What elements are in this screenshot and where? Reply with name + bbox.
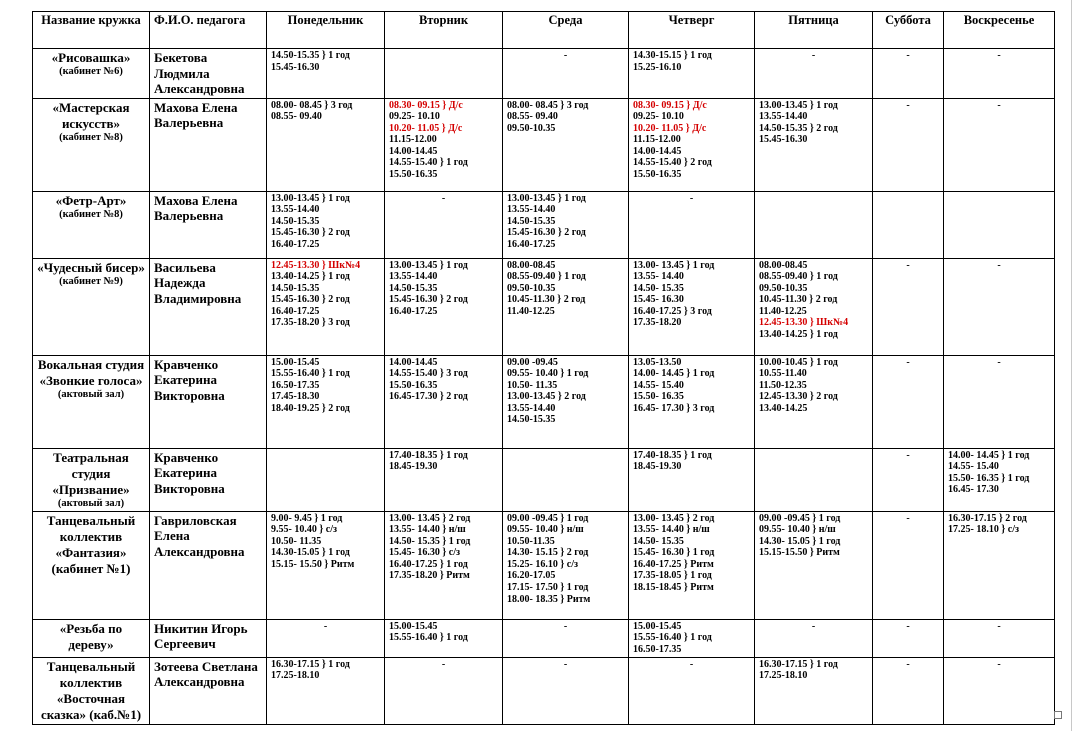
time-slot: - <box>811 620 816 632</box>
club-name: Танцевальный коллектив «Фантазия» (кабинет №1) <box>46 512 136 576</box>
schedule-cell-sunday <box>944 191 1055 258</box>
time-slot: 14.30-15.15 } 1 год <box>633 50 712 61</box>
time-slot: 13.00-13.45 } 1 год <box>759 99 838 111</box>
schedule-cell-sunday <box>944 657 1055 724</box>
time-slot: - <box>997 356 1001 368</box>
time-slot: 18.40-19.25 } 2 год <box>271 402 350 414</box>
time-slot: 18.45-19.30 <box>633 461 682 473</box>
time-slot: 13.40-14.25 } 1 год <box>271 271 350 283</box>
time-slot: 10.00-10.45 } 1 год <box>759 356 838 368</box>
teacher-name: Кравченко Екатерина Викторовна <box>150 448 267 511</box>
time-slot: 10.55-11.40 <box>759 368 807 380</box>
table-row <box>33 619 1055 657</box>
club-name: Театральная студия «Призвание» <box>52 449 130 497</box>
club-name: «Резьба по дереву» <box>59 620 123 652</box>
table-row <box>33 511 1055 619</box>
time-slot: 14.55- 15.40 <box>948 461 999 473</box>
time-slot: - <box>689 192 694 204</box>
time-slot: 08.30- 09.15 } Д/с <box>633 99 707 111</box>
time-slot: 11.15-12.00 <box>389 134 437 146</box>
schedule-cell-friday <box>755 619 873 657</box>
time-slot: 10.45-11.30 } 2 год <box>507 294 586 306</box>
club-name-cell <box>33 511 150 619</box>
time-slot: 18.00- 18.35 } Ритм <box>507 593 591 605</box>
time-slot: 10.20- 11.05 } Д/с <box>633 122 707 134</box>
schedule-cell-friday <box>755 657 873 724</box>
teacher-name: Зотеева Светлана Александровна <box>150 657 267 724</box>
time-slot: - <box>997 50 1001 61</box>
time-slot: 09.50-10.35 <box>507 122 556 134</box>
time-slot: - <box>906 620 910 632</box>
time-slot: 14.55-15.40 } 1 год <box>389 157 468 169</box>
schedule-page <box>32 11 1054 725</box>
header-friday: Пятница <box>755 12 873 49</box>
time-slot: 15.50- 16.35 <box>633 391 684 403</box>
time-slot: 15.55-16.40 } 1 год <box>271 368 350 380</box>
time-slot: 11.40-12.25 <box>507 305 555 317</box>
club-name: «Чудесный бисер» <box>37 259 145 275</box>
header-teacher: Ф.И.О. педагога <box>150 12 267 49</box>
header-tuesday: Вторник <box>385 12 503 49</box>
schedule-cell-saturday <box>873 448 944 511</box>
time-slot: 17.25-18.10 <box>271 670 320 682</box>
time-slot: 13.55-14.40 <box>507 402 556 414</box>
time-slot: 17.35-18.20 <box>633 317 682 329</box>
club-name: «Фетр-Арт» <box>55 192 127 208</box>
schedule-cell-thursday <box>629 191 755 258</box>
time-slot: 08.30- 09.15 } Д/с <box>389 99 463 111</box>
time-slot: 14.30-15.05 } 1 год <box>271 547 350 559</box>
time-slot: 13.55-14.40 <box>271 204 320 216</box>
time-slot: 13.55- 14.40 } н/ш <box>633 524 710 536</box>
time-slot: 17.15- 17.50 } 1 год <box>507 582 589 594</box>
time-slot: 10.20- 11.05 } Д/с <box>389 122 463 134</box>
time-slot: 10.50- 11.35 <box>507 379 558 391</box>
time-slot: 9.55- 10.40 } с/з <box>271 524 338 536</box>
time-slot: 17.35-18.05 } 1 год <box>633 570 712 582</box>
club-room: (кабинет №8) <box>59 131 123 143</box>
table-row <box>33 355 1055 448</box>
time-slot: - <box>323 620 328 632</box>
club-name-cell <box>33 191 150 258</box>
schedule-cell-thursday <box>629 49 755 99</box>
time-slot: - <box>563 50 568 61</box>
schedule-cell-tuesday <box>385 49 503 99</box>
time-slot: 17.35-18.20 } Ритм <box>389 570 470 582</box>
time-slot: 15.45- 16.30 } 1 год <box>633 547 715 559</box>
schedule-cell-tuesday <box>385 191 503 258</box>
schedule-cell-thursday <box>629 619 755 657</box>
schedule-cell-monday <box>267 258 385 355</box>
club-name: «Мастерская искусств» <box>52 99 130 131</box>
time-slot: 15.15- 15.50 } Ритм <box>271 558 355 570</box>
time-slot: 13.00- 13.45 } 2 год <box>633 512 715 524</box>
club-name-cell <box>33 98 150 191</box>
schedule-cell-sunday <box>944 511 1055 619</box>
time-slot: 11.40-12.25 <box>759 305 807 317</box>
teacher-name: Васильева Надежда Владимировна <box>150 258 267 355</box>
time-slot: 17.35-18.20 } 3 год <box>271 317 350 329</box>
time-slot: 13.00-13.45 } 2 год <box>507 391 586 403</box>
club-name: Вокальная студия «Звонкие голоса» <box>37 356 145 388</box>
time-slot: 15.45-16.30 } 2 год <box>271 227 350 239</box>
schedule-cell-thursday <box>629 657 755 724</box>
time-slot: 13.55-14.40 <box>759 111 808 123</box>
time-slot: 13.00-13.45 } 1 год <box>507 192 586 204</box>
time-slot: 14.55-15.40 } 2 год <box>633 157 712 169</box>
schedule-cell-friday <box>755 98 873 191</box>
schedule-cell-thursday <box>629 355 755 448</box>
time-slot: 10.50- 11.35 <box>271 535 322 547</box>
time-slot: 09.00 -09.45 } 1 год <box>507 512 589 524</box>
header-thursday: Четверг <box>629 12 755 49</box>
time-slot: 11.50-12.35 <box>759 379 807 391</box>
time-slot: 14.55-15.40 } 3 год <box>389 368 468 380</box>
header-monday: Понедельник <box>267 12 385 49</box>
schedule-cell-saturday <box>873 355 944 448</box>
time-slot: 14.50-15.35 <box>507 215 556 227</box>
schedule-cell-wednesday <box>503 448 629 511</box>
time-slot: 12.45-13.30 } Шк№4 <box>271 259 361 271</box>
time-slot: 15.50-16.35 <box>633 169 682 181</box>
teacher-name: Гавриловская Елена Александровна <box>150 511 267 619</box>
time-slot: 15.45-16.30 } 2 год <box>389 294 468 306</box>
schedule-cell-wednesday <box>503 355 629 448</box>
time-slot: - <box>563 620 568 632</box>
time-slot: 15.15-15.50 } Ритм <box>759 547 840 559</box>
schedule-cell-monday <box>267 511 385 619</box>
time-slot: 11.15-12.00 <box>633 134 681 146</box>
time-slot: 14.50-15.35 } 1 год <box>271 50 350 61</box>
schedule-cell-tuesday <box>385 619 503 657</box>
club-name-cell <box>33 49 150 99</box>
time-slot: 14.00-14.45 <box>389 356 438 368</box>
club-room: (актовый зал) <box>57 497 125 509</box>
teacher-name: Махова Елена Валерьевна <box>150 191 267 258</box>
time-slot: 08.55-09.40 } 1 год <box>759 271 838 283</box>
schedule-cell-thursday <box>629 98 755 191</box>
schedule-cell-monday <box>267 355 385 448</box>
time-slot: - <box>689 658 694 670</box>
schedule-cell-monday <box>267 191 385 258</box>
table-row <box>33 657 1055 724</box>
time-slot: 16.40-17.25 <box>389 305 438 317</box>
time-slot: 15.00-15.45 <box>389 620 438 632</box>
time-slot: 17.45-18.30 <box>271 391 320 403</box>
schedule-cell-thursday <box>629 511 755 619</box>
time-slot: 16.50-17.35 <box>633 643 682 655</box>
schedule-cell-sunday <box>944 448 1055 511</box>
schedule-body <box>33 49 1055 725</box>
time-slot: 16.30-17.15 } 1 год <box>271 658 350 670</box>
table-row <box>33 258 1055 355</box>
time-slot: 09.00 -09.45 } 1 год <box>759 512 841 524</box>
time-slot: 15.45-16.30 } 2 год <box>507 227 586 239</box>
time-slot: 15.45-16.30 } 2 год <box>271 294 350 306</box>
time-slot: 09.50-10.35 <box>759 282 808 294</box>
time-slot: 14.30- 15.15 } 2 год <box>507 547 589 559</box>
time-slot: - <box>563 658 568 670</box>
time-slot: 16.20-17.05 <box>507 570 556 582</box>
time-slot: 15.45-16.30 <box>759 134 808 146</box>
club-room: (кабинет №8) <box>59 208 123 220</box>
time-slot: - <box>441 658 446 670</box>
club-room: (кабинет №9) <box>59 275 123 287</box>
header-row <box>33 12 1055 49</box>
time-slot: 12.45-13.30 } Шк№4 <box>759 317 849 329</box>
time-slot: 16.40-17.25 } 1 год <box>389 558 468 570</box>
schedule-cell-thursday <box>629 448 755 511</box>
schedule-cell-monday <box>267 657 385 724</box>
time-slot: 18.45-19.30 <box>389 461 438 473</box>
schedule-cell-tuesday <box>385 258 503 355</box>
time-slot: 18.15-18.45 } Ритм <box>633 582 714 594</box>
time-slot: 09.55- 10.40 } н/ш <box>759 524 836 536</box>
teacher-name: Махова Елена Валерьевна <box>150 98 267 191</box>
header-sunday: Воскресенье <box>944 12 1055 49</box>
time-slot: 08.55-09.40 } 1 год <box>507 271 586 283</box>
schedule-cell-friday <box>755 258 873 355</box>
schedule-cell-thursday <box>629 258 755 355</box>
time-slot: 15.55-16.40 } 1 год <box>633 632 712 644</box>
time-slot: 14.50-15.35 <box>271 282 320 294</box>
table-resize-handle[interactable] <box>1054 711 1062 719</box>
time-slot: - <box>906 512 910 524</box>
time-slot: 09.55- 10.40 } 1 год <box>507 368 589 380</box>
club-name-cell <box>33 657 150 724</box>
time-slot: 08.00- 08.45 } 3 год <box>271 99 353 111</box>
schedule-cell-tuesday <box>385 657 503 724</box>
time-slot: 08.00- 08.45 } 3 год <box>507 99 589 111</box>
time-slot: 14.00-14.45 <box>389 145 438 157</box>
schedule-cell-saturday <box>873 191 944 258</box>
time-slot: 09.50-10.35 <box>507 282 556 294</box>
time-slot: 13.55- 14.40 } н/ш <box>389 524 466 536</box>
time-slot: 14.50- 15.35 } 1 год <box>389 535 471 547</box>
time-slot: 14.50-15.35 <box>271 215 320 227</box>
schedule-cell-sunday <box>944 98 1055 191</box>
time-slot: 15.00-15.45 <box>271 356 320 368</box>
schedule-cell-saturday <box>873 258 944 355</box>
time-slot: 14.50- 15.35 <box>633 535 684 547</box>
schedule-cell-wednesday <box>503 49 629 99</box>
time-slot: 16.50-17.35 <box>271 379 320 391</box>
club-name: «Рисовашка» <box>51 50 131 65</box>
time-slot: - <box>441 192 446 204</box>
time-slot: 15.55-16.40 } 1 год <box>389 632 468 644</box>
time-slot: - <box>906 50 910 61</box>
time-slot: 09.00 -09.45 <box>507 356 558 368</box>
schedule-cell-sunday <box>944 619 1055 657</box>
time-slot: - <box>811 50 816 61</box>
time-slot: 15.50-16.35 <box>389 169 438 181</box>
table-row <box>33 49 1055 99</box>
time-slot: 14.50- 15.35 <box>633 282 684 294</box>
schedule-cell-saturday <box>873 511 944 619</box>
teacher-name: Никитин Игорь Сергеевич <box>150 619 267 657</box>
teacher-name: Кравченко Екатерина Викторовна <box>150 355 267 448</box>
page-margin-line <box>1071 0 1072 731</box>
schedule-cell-tuesday <box>385 98 503 191</box>
schedule-table <box>32 11 1055 725</box>
club-name-cell <box>33 258 150 355</box>
table-row <box>33 191 1055 258</box>
time-slot: 15.00-15.45 <box>633 620 682 632</box>
time-slot: 13.40-14.25 } 1 год <box>759 329 838 341</box>
time-slot: 13.00- 13.45 } 2 год <box>389 512 471 524</box>
schedule-cell-friday <box>755 49 873 99</box>
time-slot: - <box>906 658 910 670</box>
time-slot: 14.55- 15.40 <box>633 379 684 391</box>
time-slot: 15.50-16.35 <box>389 379 438 391</box>
time-slot: 13.40-14.25 <box>759 402 808 414</box>
header-club: Название кружка <box>33 12 150 49</box>
time-slot: 09.25- 10.10 <box>633 111 684 123</box>
time-slot: 14.00- 14.45 } 1 год <box>633 368 715 380</box>
schedule-cell-wednesday <box>503 98 629 191</box>
schedule-cell-friday <box>755 448 873 511</box>
time-slot: 15.45- 16.30 } с/з <box>389 547 461 559</box>
schedule-cell-friday <box>755 511 873 619</box>
schedule-cell-saturday <box>873 619 944 657</box>
time-slot: - <box>906 356 910 368</box>
time-slot: 14.30- 15.05 } 1 год <box>759 535 841 547</box>
time-slot: 13.55-14.40 <box>389 271 438 283</box>
time-slot: 15.50- 16.35 } 1 год <box>948 472 1030 484</box>
schedule-cell-saturday <box>873 49 944 99</box>
time-slot: 17.40-18.35 } 1 год <box>633 449 712 461</box>
time-slot: - <box>997 620 1001 632</box>
time-slot: - <box>906 99 910 111</box>
time-slot: 08.00-08.45 <box>759 259 808 271</box>
schedule-cell-monday <box>267 448 385 511</box>
schedule-cell-wednesday <box>503 657 629 724</box>
time-slot: 16.45-17.30 } 2 год <box>389 391 468 403</box>
time-slot: 17.40-18.35 } 1 год <box>389 449 468 461</box>
time-slot: - <box>997 658 1001 670</box>
time-slot: - <box>997 99 1001 111</box>
time-slot: 9.00- 9.45 } 1 год <box>271 512 343 524</box>
time-slot: 09.55- 10.40 } н/ш <box>507 524 584 536</box>
club-name-cell <box>33 355 150 448</box>
time-slot: 15.45- 16.30 <box>633 294 684 306</box>
time-slot: 16.40-17.25 <box>271 238 320 250</box>
club-name-cell <box>33 619 150 657</box>
club-name: Танцевальный коллектив «Восточная сказка» (каб.№1) <box>40 658 142 722</box>
schedule-cell-saturday <box>873 98 944 191</box>
time-slot: 15.25- 16.10 } с/з <box>507 558 579 570</box>
schedule-cell-wednesday <box>503 511 629 619</box>
schedule-cell-friday <box>755 191 873 258</box>
schedule-cell-saturday <box>873 657 944 724</box>
table-row <box>33 448 1055 511</box>
time-slot: 13.00- 13.45 } 1 год <box>633 259 715 271</box>
schedule-cell-monday <box>267 619 385 657</box>
time-slot: 09.25- 10.10 <box>389 111 440 123</box>
header-wednesday: Среда <box>503 12 629 49</box>
time-slot: 12.45-13.30 } 2 год <box>759 391 838 403</box>
schedule-cell-tuesday <box>385 511 503 619</box>
schedule-cell-monday <box>267 98 385 191</box>
time-slot: 14.00-14.45 <box>633 145 682 157</box>
time-slot: 08.55- 09.40 <box>507 111 558 123</box>
time-slot: 10.50-11.35 <box>507 535 555 547</box>
schedule-cell-tuesday <box>385 448 503 511</box>
schedule-cell-sunday <box>944 49 1055 99</box>
time-slot: 08.00-08.45 <box>507 259 556 271</box>
time-slot: 14.50-15.35 } 2 год <box>759 122 838 134</box>
club-room: (актовый зал) <box>57 388 125 400</box>
schedule-cell-wednesday <box>503 619 629 657</box>
table-row <box>33 98 1055 191</box>
time-slot: - <box>906 449 910 461</box>
time-slot: 16.40-17.25 <box>271 305 320 317</box>
schedule-cell-tuesday <box>385 355 503 448</box>
time-slot: 13.00-13.45 } 1 год <box>271 192 350 204</box>
schedule-cell-monday <box>267 49 385 99</box>
club-room: (кабинет №6) <box>59 66 123 77</box>
time-slot: 15.25-16.10 <box>633 61 682 73</box>
time-slot: - <box>997 259 1001 271</box>
time-slot: 13.55-14.40 <box>507 204 556 216</box>
header-saturday: Суббота <box>873 12 944 49</box>
schedule-cell-wednesday <box>503 191 629 258</box>
time-slot: 10.45-11.30 } 2 год <box>759 294 838 306</box>
schedule-cell-friday <box>755 355 873 448</box>
time-slot: 15.45-16.30 <box>271 61 320 73</box>
time-slot: 13.55- 14.40 <box>633 271 684 283</box>
schedule-cell-sunday <box>944 258 1055 355</box>
schedule-cell-sunday <box>944 355 1055 448</box>
time-slot: 16.45- 17.30 <box>948 484 999 496</box>
time-slot: 16.40-17.25 } 3 год <box>633 305 712 317</box>
time-slot: 16.30-17.15 } 1 год <box>759 658 838 670</box>
time-slot: 16.40-17.25 <box>507 238 556 250</box>
time-slot: 17.25-18.10 <box>759 670 808 682</box>
schedule-cell-wednesday <box>503 258 629 355</box>
time-slot: 17.25- 18.10 } с/з <box>948 524 1020 536</box>
club-name-cell <box>33 448 150 511</box>
teacher-name: Бекетова Людмила Александровна <box>150 49 267 99</box>
time-slot: 13.00-13.45 } 1 год <box>389 259 468 271</box>
time-slot: 08.55- 09.40 <box>271 111 322 123</box>
time-slot: 13.05-13.50 <box>633 356 682 368</box>
time-slot: - <box>906 259 910 271</box>
time-slot: 14.00- 14.45 } 1 год <box>948 449 1030 461</box>
time-slot: 14.50-15.35 <box>507 414 556 426</box>
time-slot: 16.30-17.15 } 2 год <box>948 512 1027 524</box>
time-slot: 14.50-15.35 <box>389 282 438 294</box>
time-slot: 16.40-17.25 } Ритм <box>633 558 714 570</box>
time-slot: 16.45- 17.30 } 3 год <box>633 402 715 414</box>
